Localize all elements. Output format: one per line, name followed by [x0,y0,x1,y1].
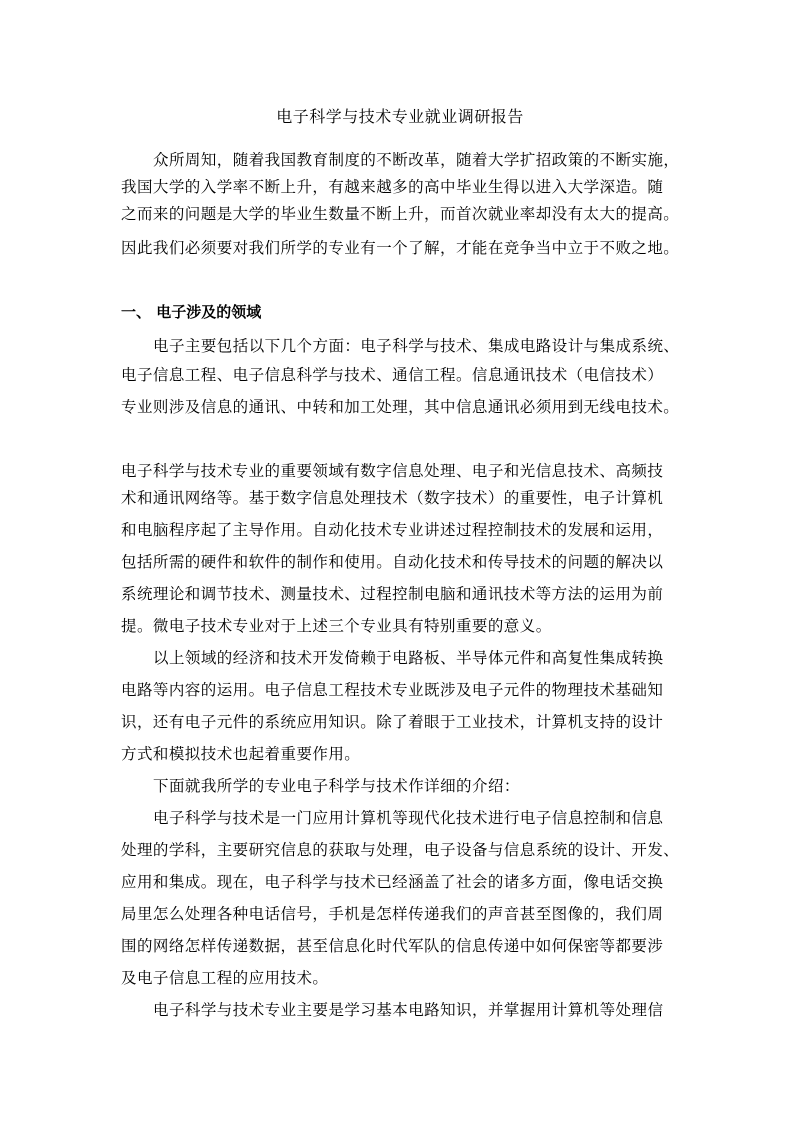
paragraph-line: 及电子信息工程的应用技术。 [121,969,329,987]
paragraph-line: 方式和模拟技术也起着重要作用。 [121,745,361,763]
section-heading: 一、 电子涉及的领域 [121,303,262,321]
paragraph-line: 电子主要包括以下几个方面：电子科学与技术、集成电路设计与集成系统、 [153,337,680,355]
paragraph-line: 系统理论和调节技术、测量技术、过程控制电脑和通讯技术等方法的运用为前 [121,585,664,603]
paragraph-line: 电子科学与技术专业主要是学习基本电路知识，并掌握用计算机等处理信 [153,1001,664,1019]
paragraph-line: 众所周知，随着我国教育制度的不断改革，随着大学扩招政策的不断实施， [153,151,680,169]
paragraph-line: 电子信息工程、电子信息科学与技术、通信工程。信息通讯技术（电信技术） [121,366,664,384]
paragraph-line: 专业则涉及信息的通讯、中转和加工处理，其中信息通讯必须用到无线电技术。 [121,398,680,416]
paragraph-line: 以上领域的经济和技术开发倚赖于电路板、半导体元件和高复性集成转换 [153,649,664,667]
paragraph-line: 和电脑程序起了主导作用。自动化技术专业讲述过程控制技术的发展和运用， [121,521,664,539]
paragraph-line: 提。微电子技术专业对于上述三个专业具有特别重要的意义。 [121,617,552,635]
paragraph-line: 围的网络怎样传递数据，甚至信息化时代军队的信息传递中如何保密等都要涉 [121,937,664,955]
paragraph-line: 应用和集成。现在，电子科学与技术已经涵盖了社会的诸多方面，像电话交换 [121,873,664,891]
document-title: 电子科学与技术专业就业调研报告 [276,107,524,126]
paragraph-line: 因此我们必须要对我们所学的专业有一个了解，才能在竞争当中立于不败之地。 [121,239,680,257]
paragraph-line: 我国大学的入学率不断上升，有越来越多的高中毕业生得以进入大学深造。随 [121,178,664,196]
paragraph-line: 电路等内容的运用。电子信息工程技术专业既涉及电子元件的物理技术基础知 [121,681,664,699]
paragraph-line: 之而来的问题是大学的毕业生数量不断上升，而首次就业率却没有太大的提高。 [121,205,680,223]
paragraph-line: 电子科学与技术专业的重要领域有数字信息处理、电子和光信息技术、高频技 [121,462,664,480]
paragraph-line: 局里怎么处理各种电话信号，手机是怎样传递我们的声音甚至图像的，我们周 [121,905,664,923]
paragraph-line: 识，还有电子元件的系统应用知识。除了着眼于工业技术，计算机支持的设计 [121,713,664,731]
paragraph-line: 术和通讯网络等。基于数字信息处理技术（数字技术）的重要性，电子计算机 [121,489,664,507]
paragraph-line: 处理的学科，主要研究信息的获取与处理，电子设备与信息系统的设计、开发、 [121,841,680,859]
paragraph-line: 包括所需的硬件和软件的制作和使用。自动化技术和传导技术的问题的解决以 [121,553,664,571]
paragraph-line: 电子科学与技术是一门应用计算机等现代化技术进行电子信息控制和信息 [153,809,664,827]
paragraph-line: 下面就我所学的专业电子科学与技术作详细的介绍： [153,777,520,795]
